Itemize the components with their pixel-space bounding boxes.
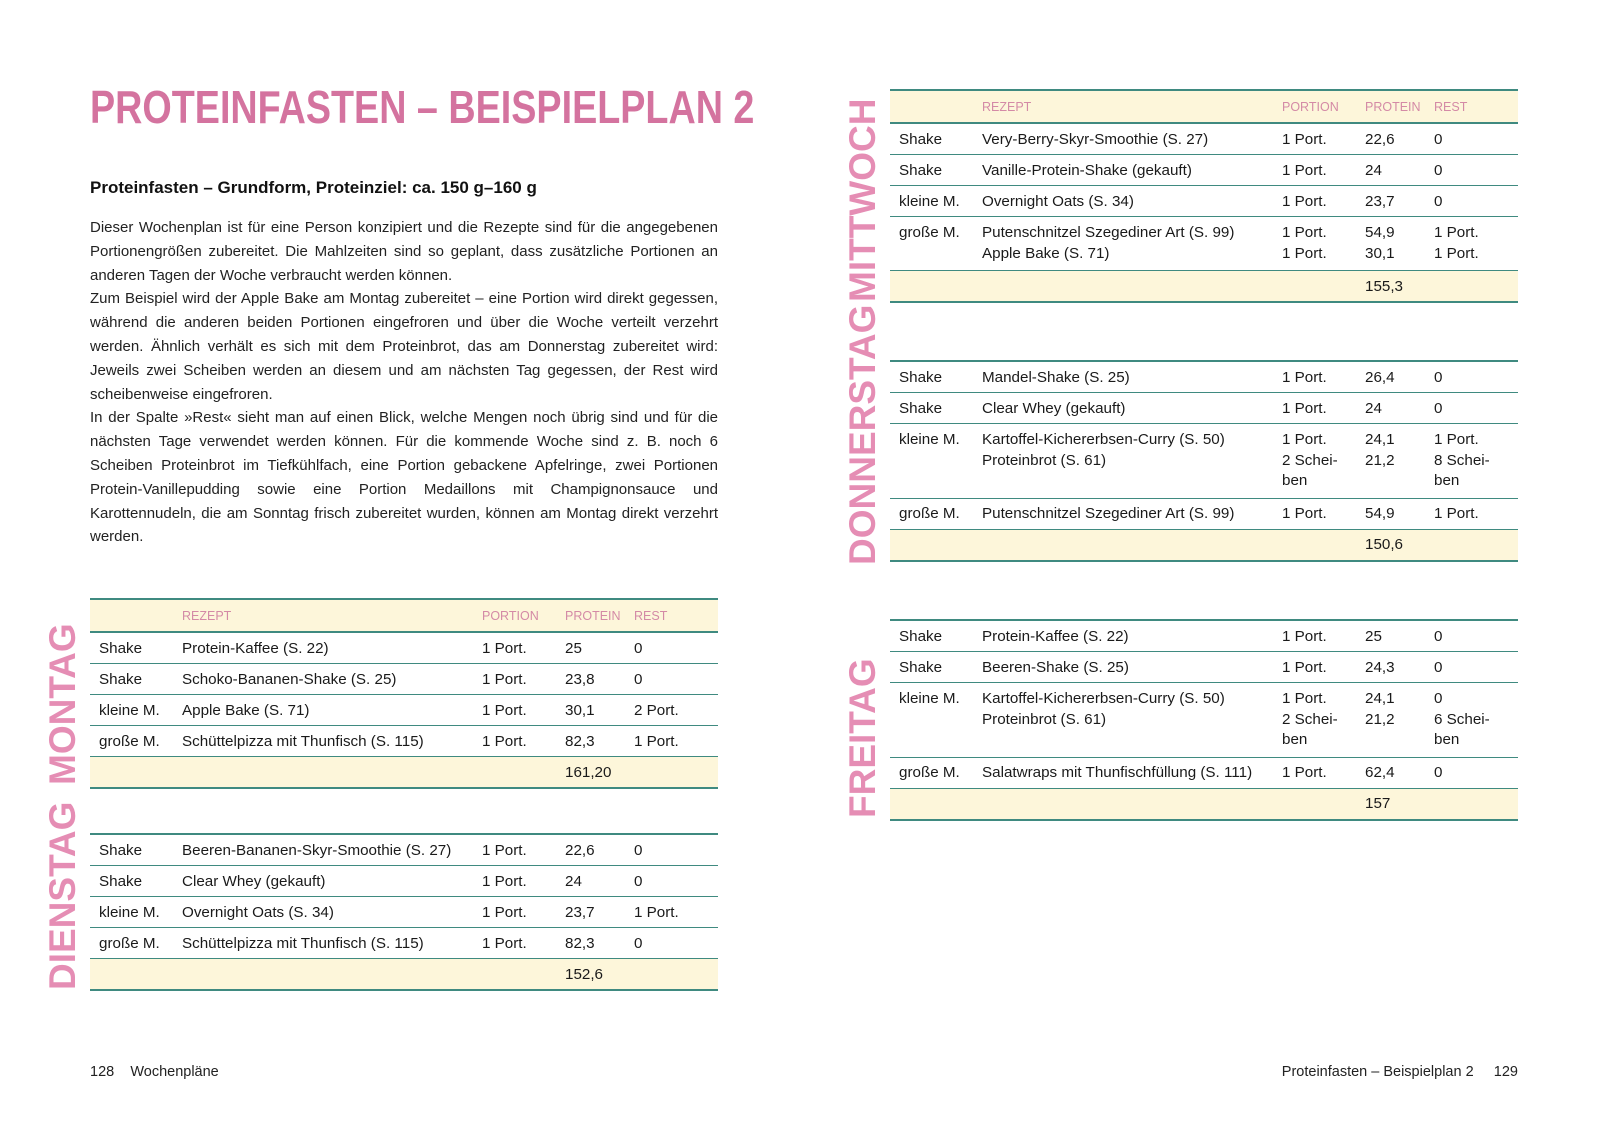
protein-value: 30,1	[1365, 244, 1395, 262]
portion-value: 1 Port.	[482, 701, 527, 719]
portion-value: 1 Port.	[1282, 431, 1327, 448]
rest-cell	[1425, 424, 1518, 499]
meal-type: große M.	[899, 224, 960, 241]
rest-value: 8 Schei-	[1434, 451, 1490, 469]
rest-value: 0	[1434, 192, 1443, 210]
meal-type: große M.	[99, 732, 160, 750]
meal-type: große M.	[99, 934, 160, 952]
day-label-donnerstag: DONNERSTAG	[842, 304, 883, 565]
protein-value: 22,6	[565, 841, 595, 859]
intro-text	[90, 216, 718, 549]
table-mittwoch	[890, 89, 1518, 303]
header-portion: PORTION	[473, 599, 556, 632]
recipe-cell	[973, 424, 1273, 499]
rest-value: ben	[1434, 731, 1460, 748]
meal-type: Shake	[899, 399, 943, 417]
rest-value: 0	[634, 872, 643, 890]
protein-value: 24,3	[1365, 658, 1395, 676]
recipe-cell	[973, 683, 1273, 758]
portion-value: 1 Port.	[1282, 130, 1327, 148]
meal-type: Shake	[899, 130, 943, 148]
header-rest: REST	[625, 599, 718, 632]
protein-value: 22,6	[1365, 130, 1395, 148]
recipe-name: Clear Whey (gekauft)	[982, 399, 1126, 417]
rest-value: ben	[1434, 472, 1460, 489]
recipe-name: Salatwraps mit Thunfischfüllung (S. 111)	[982, 764, 1253, 781]
portion-value: 1 Port.	[1282, 224, 1327, 241]
footer-right	[1282, 1064, 1518, 1080]
meal-type: Shake	[899, 161, 943, 179]
header-portion: PORTION	[1273, 90, 1356, 123]
portion-value: 1 Port.	[482, 639, 527, 657]
table-row	[890, 155, 1518, 186]
rest-value: 1 Port.	[1434, 224, 1479, 241]
protein-value: 23,7	[1365, 192, 1395, 210]
table-row	[890, 757, 1518, 788]
rest-value: 2 Port.	[634, 701, 679, 719]
recipe-name: Vanille-Protein-Shake (gekauft)	[982, 161, 1192, 179]
rest-value: 0	[1434, 368, 1443, 386]
protein-value: 26,4	[1365, 368, 1395, 386]
rest-value: 0	[634, 934, 643, 952]
day-label-montag: MONTAG	[42, 623, 83, 785]
protein-cell	[1356, 683, 1425, 758]
rest-value: 0	[1434, 690, 1443, 707]
portion-value: 1 Port.	[1282, 764, 1327, 781]
recipe-name: Apple Bake (S. 71)	[982, 244, 1110, 262]
header-rezept: REZEPT	[173, 599, 473, 632]
recipe-name: Beeren-Shake (S. 25)	[982, 658, 1129, 676]
protein-value: 30,1	[565, 701, 595, 719]
rest-value: 1 Port.	[1434, 431, 1479, 448]
recipe-name: Kartoffel-Kichererbsen-Curry (S. 50)	[982, 431, 1225, 448]
portion-value: 1 Port.	[1282, 690, 1327, 707]
meal-type: kleine M.	[899, 690, 960, 707]
protein-cell	[1356, 424, 1425, 499]
section-subtitle: Proteinfasten – Grundform, Proteinziel: ca. 150 g–160 g	[90, 178, 537, 197]
rest-value: 0	[1434, 658, 1443, 676]
recipe-cell	[973, 217, 1273, 271]
protein-value: 23,8	[565, 670, 595, 688]
table-row	[890, 393, 1518, 424]
table-row	[90, 834, 718, 866]
table-freitag	[890, 619, 1518, 821]
recipe-name: Proteinbrot (S. 61)	[982, 710, 1107, 728]
portion-cell	[1273, 683, 1356, 758]
rest-value: 0	[634, 670, 643, 688]
header-rest: REST	[1425, 90, 1518, 123]
portion-value: 1 Port.	[482, 934, 527, 952]
meal-type: Shake	[99, 639, 143, 657]
table-header-row	[90, 599, 718, 632]
recipe-name: Apple Bake (S. 71)	[182, 701, 310, 719]
rest-value: 0	[1434, 399, 1443, 417]
recipe-name: Overnight Oats (S. 34)	[982, 192, 1134, 210]
table-montag	[90, 598, 718, 789]
table-header-row	[890, 90, 1518, 123]
table-row	[90, 897, 718, 928]
table-row	[890, 620, 1518, 652]
portion-value: 1 Port.	[1282, 161, 1327, 179]
portion-value: 1 Port.	[1282, 244, 1327, 262]
portion-value: 1 Port.	[482, 903, 527, 921]
rest-cell	[1425, 683, 1518, 758]
day-label-mittwoch: MITTWOCH	[842, 98, 883, 302]
recipe-name: Very-Berry-Skyr-Smoothie (S. 27)	[982, 130, 1209, 148]
table-row	[890, 186, 1518, 217]
protein-value: 23,7	[565, 903, 595, 921]
header-protein: PROTEIN	[556, 599, 625, 632]
protein-total: 161,20	[565, 763, 612, 781]
intro-paragraph: In der Spalte »Rest« sieht man auf einen Blick, welche Mengen noch übrig sind und für die nächsten Tage verwendet werden können. Für die kommende Woche sind z. B. noch 6 Scheiben Proteinbrot im Tiefkühlfach, eine Portion gebackene Apfelringe, zwei Portionen Protein-Vanillepudding sowie eine Portion Medaillons mit Champignonsauce und Karottennudeln, die am Sonntag frisch zubereitet wurden, können am Montag direkt verzehrt werden.	[90, 409, 718, 546]
table-row	[90, 928, 718, 959]
recipe-name: Beeren-Bananen-Skyr-Smoothie (S. 27)	[182, 841, 452, 859]
rest-value: 0	[1434, 764, 1443, 781]
recipe-name: Putenschnitzel Szegediner Art (S. 99)	[982, 505, 1235, 522]
footer-left	[90, 1064, 219, 1080]
portion-value: ben	[1282, 731, 1308, 748]
protein-value: 82,3	[565, 732, 595, 750]
recipe-name: Schüttelpizza mit Thunfisch (S. 115)	[182, 732, 424, 750]
table-row	[90, 726, 718, 757]
recipe-name: Mandel-Shake (S. 25)	[982, 368, 1130, 386]
rest-value: 0	[634, 841, 643, 859]
table-row	[90, 632, 718, 664]
rest-value: 0	[1434, 130, 1443, 148]
protein-total: 150,6	[1365, 536, 1404, 553]
rest-value: 1 Port.	[1434, 244, 1479, 262]
rest-value: 6 Schei-	[1434, 710, 1490, 728]
total-row	[890, 271, 1518, 303]
intro-paragraph: Dieser Wochenplan ist für eine Person konzipiert und die Rezepte sind für die angegebenen Portionengrößen zubereitet. Die Mahlzeiten sind so geplant, dass zusätzliche Portionen an anderen Tagen der Woche verbraucht werden können.	[90, 219, 718, 284]
protein-value: 62,4	[1365, 764, 1395, 781]
protein-value: 82,3	[565, 934, 595, 952]
meal-type: kleine M.	[99, 701, 160, 719]
rest-value: 0	[634, 639, 643, 657]
protein-value: 24,1	[1365, 431, 1395, 448]
portion-cell	[1273, 424, 1356, 499]
total-row	[90, 757, 718, 789]
table-row	[890, 123, 1518, 155]
protein-total: 152,6	[565, 965, 604, 983]
table-row	[890, 652, 1518, 683]
portion-value: 1 Port.	[1282, 399, 1327, 417]
portion-value: 1 Port.	[1282, 192, 1327, 210]
meal-type: Shake	[99, 670, 143, 688]
meal-type: kleine M.	[99, 903, 160, 921]
table-row	[890, 424, 1518, 499]
meal-type: Shake	[99, 841, 143, 859]
recipe-name: Kartoffel-Kichererbsen-Curry (S. 50)	[982, 690, 1225, 707]
meal-type: Shake	[899, 627, 943, 645]
table-row	[90, 664, 718, 695]
header-rezept: REZEPT	[973, 90, 1273, 123]
recipe-name: Schüttelpizza mit Thunfisch (S. 115)	[182, 934, 424, 952]
portion-value: 1 Port.	[1282, 627, 1327, 645]
protein-value: 25	[565, 639, 582, 657]
portion-value: 1 Port.	[1282, 505, 1327, 522]
day-label-freitag: FREITAG	[842, 658, 883, 818]
portion-value: ben	[1282, 472, 1308, 489]
portion-cell	[1273, 217, 1356, 271]
day-label-dienstag: DIENSTAG	[42, 801, 83, 990]
protein-value: 24	[565, 872, 582, 890]
table-row	[890, 498, 1518, 529]
protein-value: 21,2	[1365, 710, 1395, 728]
meal-type: große M.	[899, 764, 960, 781]
portion-value: 2 Schei-	[1282, 710, 1338, 728]
meal-type: kleine M.	[899, 192, 960, 210]
rest-value: 1 Port.	[1434, 505, 1479, 522]
total-row	[90, 959, 718, 991]
protein-value: 21,2	[1365, 451, 1395, 469]
rest-value: 1 Port.	[634, 732, 679, 750]
intro-paragraph: Zum Beispiel wird der Apple Bake am Montag zubereitet – eine Portion wird direkt gegessen, während die anderen beiden Portionen eingefroren und über die Woche verteilt verzehrt werden. Ähnlich verhält es sich mit dem Proteinbrot, das am Donnerstag zubereitet wird: Jeweils zwei Scheiben werden an diesem und am nächsten Tag gegessen, der Rest wird scheibenweise eingefroren.	[90, 290, 718, 403]
recipe-name: Protein-Kaffee (S. 22)	[982, 627, 1129, 645]
recipe-name: Overnight Oats (S. 34)	[182, 903, 334, 921]
protein-total: 157	[1365, 795, 1391, 812]
portion-value: 1 Port.	[1282, 368, 1327, 386]
portion-value: 1 Port.	[482, 872, 527, 890]
table-dienstag	[90, 833, 718, 991]
total-row	[890, 529, 1518, 561]
meal-type: große M.	[899, 505, 960, 522]
protein-value: 54,9	[1365, 224, 1395, 241]
portion-value: 1 Port.	[482, 841, 527, 859]
rest-value: 0	[1434, 161, 1443, 179]
rest-value: 0	[1434, 627, 1443, 645]
meal-type: Shake	[99, 872, 143, 890]
total-row	[890, 788, 1518, 820]
rest-cell	[1425, 217, 1518, 271]
recipe-name: Clear Whey (gekauft)	[182, 872, 326, 890]
rest-value: 1 Port.	[634, 903, 679, 921]
protein-value: 54,9	[1365, 505, 1395, 522]
footer-section: Wochenpläne	[130, 1064, 219, 1080]
protein-cell	[1356, 217, 1425, 271]
header-protein: PROTEIN	[1356, 90, 1425, 123]
protein-total: 155,3	[1365, 277, 1404, 295]
table-donnerstag	[890, 360, 1518, 562]
recipe-name: Schoko-Bananen-Shake (S. 25)	[182, 670, 397, 688]
portion-value: 2 Schei-	[1282, 451, 1338, 469]
table-row	[890, 217, 1518, 271]
protein-value: 24,1	[1365, 690, 1395, 707]
table-row	[890, 683, 1518, 758]
protein-value: 24	[1365, 399, 1382, 417]
protein-value: 25	[1365, 627, 1382, 645]
footer-section: Proteinfasten – Beispielplan 2	[1281, 1064, 1474, 1080]
protein-value: 24	[1365, 161, 1382, 179]
table-row	[890, 361, 1518, 393]
meal-type: Shake	[899, 658, 943, 676]
meal-type: Shake	[899, 368, 943, 386]
portion-value: 1 Port.	[482, 732, 527, 750]
portion-value: 1 Port.	[482, 670, 527, 688]
recipe-name: Putenschnitzel Szegediner Art (S. 99)	[982, 224, 1235, 241]
recipe-name: Protein-Kaffee (S. 22)	[182, 639, 329, 657]
table-row	[90, 695, 718, 726]
meal-type: kleine M.	[899, 431, 960, 448]
page-title: PROTEINFASTEN – BEISPIELPLAN 2	[90, 81, 755, 133]
table-row	[90, 866, 718, 897]
page-number: 128	[90, 1064, 115, 1080]
page-number: 129	[1493, 1064, 1518, 1080]
portion-value: 1 Port.	[1282, 658, 1327, 676]
recipe-name: Proteinbrot (S. 61)	[982, 451, 1107, 469]
